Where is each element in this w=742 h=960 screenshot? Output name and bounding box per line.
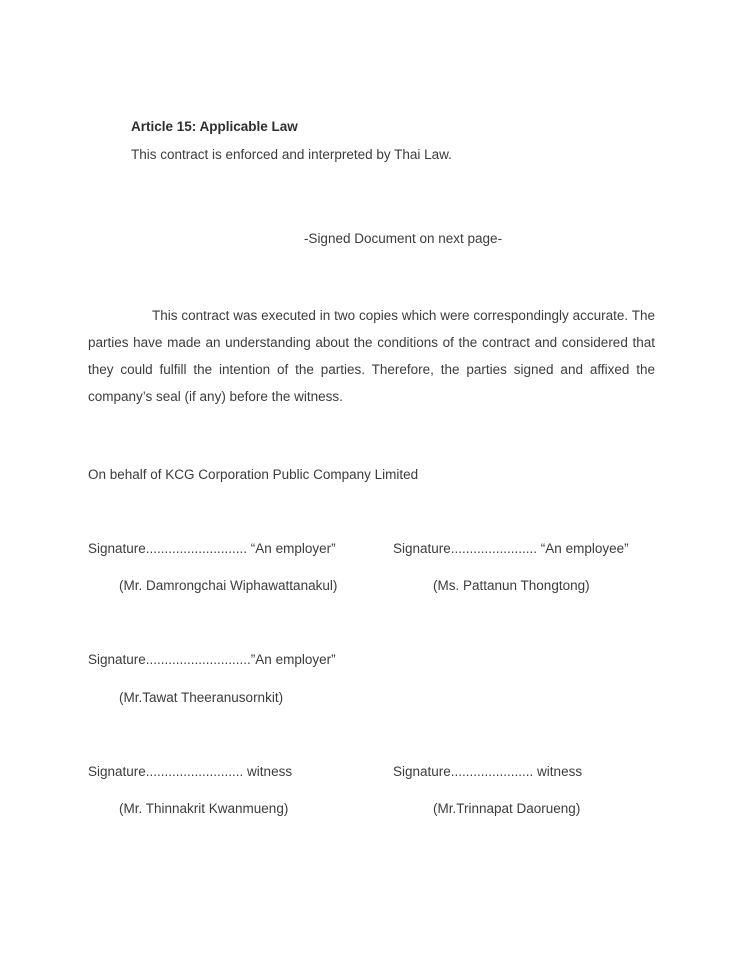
- witness-1-signature-column: [88, 762, 393, 782]
- signed-document-notice: -Signed Document on next page-: [303, 231, 503, 246]
- employee-signature-column: [393, 539, 708, 559]
- second-employer-signatory-name: (Mr.Tawat Theeranusornkit): [119, 690, 284, 705]
- employee-signature-line: Signature....................... “An employee”: [393, 541, 629, 556]
- employee-name-column: [393, 576, 708, 596]
- employer-signatory-name: (Mr. Damrongchai Wiphawattanakul): [119, 578, 338, 593]
- witness-2-name-column: [393, 799, 708, 819]
- signature-row-second-employer-name: [88, 688, 708, 708]
- employer-signature-column: [88, 539, 393, 559]
- signature-row-witnesses: [88, 762, 708, 782]
- signature-row-employer-employee: [88, 539, 708, 559]
- witness-1-name-column: [88, 799, 393, 819]
- second-employer-name-column: [88, 688, 393, 708]
- employee-signatory-name: (Ms. Pattanun Thongtong): [433, 578, 590, 593]
- employer-signature-line: Signature........................... “An employer”: [88, 541, 336, 556]
- witness-2-signature-column: [393, 762, 708, 782]
- signature-row-employer-employee-names: [88, 576, 708, 596]
- on-behalf-line: On behalf of KCG Corporation Public Company Limited: [88, 467, 419, 482]
- second-employer-signature-column: [88, 650, 393, 670]
- witness-2-signatory-name: (Mr.Trinnapat Daorueng): [433, 801, 581, 816]
- employer-name-column: [88, 576, 393, 596]
- article-section: [88, 117, 655, 165]
- article-body-text: This contract is enforced and interpreted by Thai Law.: [131, 147, 452, 162]
- witness-1-signature-line: Signature.......................... witness: [88, 764, 293, 779]
- witness-1-signatory-name: (Mr. Thinnakrit Kwanmueng): [119, 801, 289, 816]
- witness-2-signature-line: Signature...................... witness: [393, 764, 583, 779]
- signature-row-second-employer: [88, 650, 708, 670]
- article-heading: Article 15: Applicable Law: [131, 119, 298, 134]
- signature-row-witnesses-names: [88, 799, 708, 819]
- second-employer-signature-line: Signature............................”An employer”: [88, 652, 336, 667]
- closing-paragraph: This contract was executed in two copies which were correspondingly accurate. The parties have made an understanding about the conditions of the contract and considered that they could fulfill the intention of the parties. Therefore, the parties signed and affixed the company’s seal (if any) before the witness.: [88, 308, 655, 404]
